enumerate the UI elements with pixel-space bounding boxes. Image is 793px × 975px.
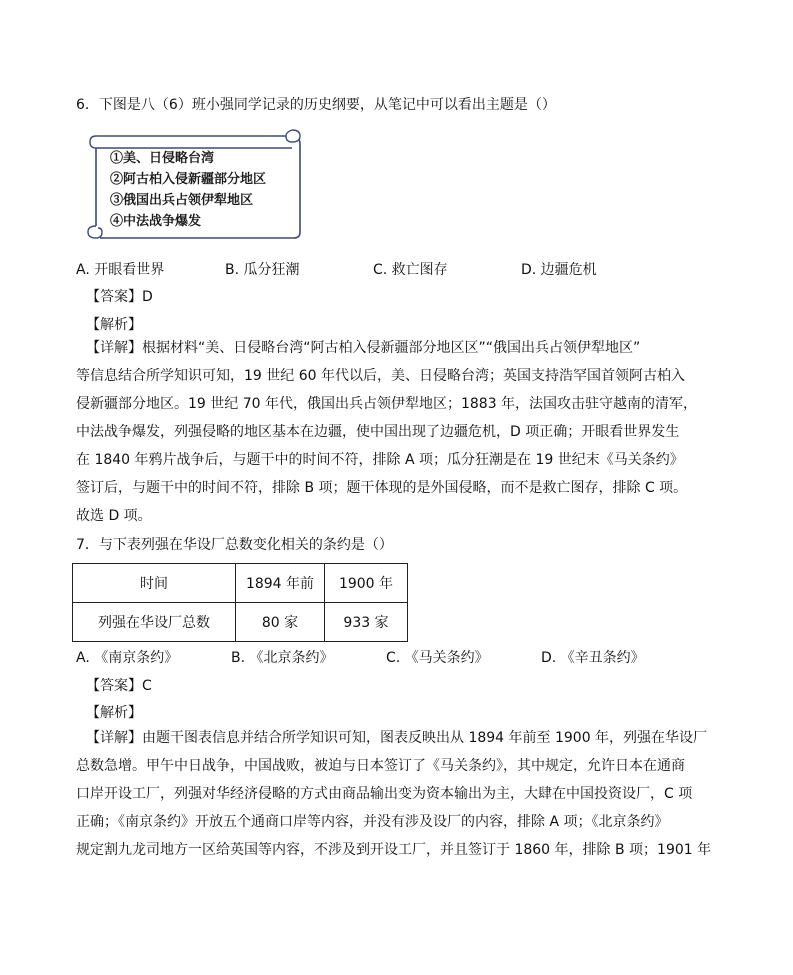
question-6-text: 6．下图是八（6）班小强同学记录的历史纲要，从笔记中可以看出主题是（） bbox=[76, 97, 556, 113]
detail-line: 中法战争爆发，列强侵略的地区基本在边疆，使中国出现了边疆危机，D 项正确；开眼看世界发生 bbox=[76, 424, 680, 440]
note-item: ②阿古柏入侵新疆部分地区 bbox=[110, 172, 267, 187]
notes-list bbox=[110, 148, 266, 232]
q7-option-c: C. 《马关条约》 bbox=[386, 650, 489, 666]
question-7-text: 7．与下表列强在华设厂总数变化相关的条约是（） bbox=[76, 537, 393, 553]
detail-line: 在 1840 年鸦片战争后，与题干中的时间不符，排除 A 项；瓜分狂潮是在 19 世纪末《马关条约》 bbox=[76, 452, 684, 468]
q6-option-b: B. 瓜分狂潮 bbox=[225, 262, 300, 278]
q6-detail bbox=[76, 334, 696, 530]
detail-line: 侵新疆部分地区。19 世纪 70 年代，俄国出兵占领伊犁地区；1883 年，法国攻击驻守越南的清军， bbox=[76, 396, 698, 412]
note-item: ④中法战争爆发 bbox=[110, 214, 202, 229]
detail-line: 规定割九龙司地方一区给英国等内容，不涉及到开设工厂，并且签订于 1860 年，排除 B 项；1901 年 bbox=[76, 842, 712, 858]
q7-option-a: A. 《南京条约》 bbox=[76, 650, 179, 666]
q7-answer: 【答案】C bbox=[86, 678, 152, 694]
table-header-row bbox=[73, 564, 408, 603]
table-cell: 80 家 bbox=[236, 603, 325, 642]
detail-line: 正确；《南京条约》开放五个通商口岸等内容，并没有涉及设厂的内容，排除 A 项；《北京条约》 bbox=[76, 814, 669, 830]
q6-analysis-label: 【解析】 bbox=[86, 317, 142, 333]
factory-count-table bbox=[72, 563, 408, 642]
q7-analysis-label: 【解析】 bbox=[86, 705, 142, 721]
detail-line: 口岸开设工厂，列强对华经济侵略的方式由商品输出变为资本输出为主，大肆在中国投资设厂，C 项 bbox=[76, 786, 693, 802]
table-cell: 1900 年 bbox=[325, 564, 408, 603]
note-item: ①美、日侵略台湾 bbox=[110, 151, 215, 166]
q7-detail bbox=[76, 724, 712, 864]
note-item: ③俄国出兵占领伊犁地区 bbox=[110, 193, 254, 208]
q6-option-a: A. 开眼看世界 bbox=[76, 262, 165, 278]
q6-answer: 【答案】D bbox=[86, 289, 153, 305]
detail-line: 总数急增。甲午中日战争，中国战败，被迫与日本签订了《马关条约》，其中规定，允许日本在通商 bbox=[76, 758, 685, 774]
table-cell: 933 家 bbox=[325, 603, 408, 642]
detail-line: 等信息结合所学知识可知，19 世纪 60 年代以后，美、日侵略台湾；英国支持浩罕国首领阿古柏入 bbox=[76, 368, 685, 384]
notes-scroll-figure bbox=[86, 128, 304, 240]
table-cell: 1894 年前 bbox=[236, 564, 325, 603]
q6-option-d: D. 边疆危机 bbox=[521, 262, 597, 278]
detail-line: 【详解】由题干图表信息并结合所学知识可知，图表反映出从 1894 年前至 1900 年，列强在华设厂 bbox=[86, 730, 708, 746]
table-row bbox=[73, 603, 408, 642]
detail-line: 故选 D 项。 bbox=[76, 508, 152, 524]
detail-line: 【详解】根据材料“美、日侵略台湾“阿古柏入侵新疆部分地区区”“俄国出兵占领伊犁地区” bbox=[86, 340, 641, 356]
table-cell: 列强在华设厂总数 bbox=[73, 603, 236, 642]
detail-line: 签订后，与题干中的时间不符，排除 B 项；题干体现的是外国侵略，而不是救亡图存，排除 C 项。 bbox=[76, 480, 688, 496]
q6-option-c: C. 救亡图存 bbox=[373, 262, 448, 278]
table-cell: 时间 bbox=[73, 564, 236, 603]
q7-option-b: B. 《北京条约》 bbox=[231, 650, 334, 666]
q7-option-d: D. 《辛丑条约》 bbox=[541, 650, 645, 666]
